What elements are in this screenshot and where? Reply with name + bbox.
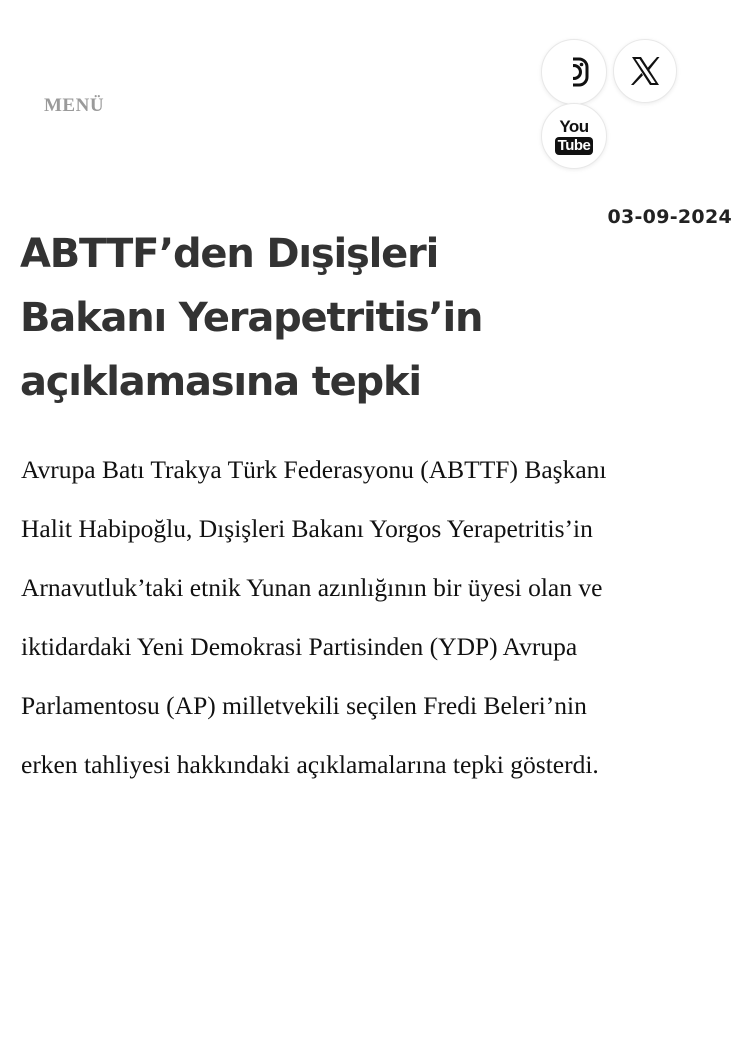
youtube-label-top: You bbox=[559, 116, 589, 136]
youtube-label-bottom: Tube bbox=[555, 137, 594, 155]
article-title-line: açıklamasına tepki bbox=[20, 359, 421, 405]
article-body-line: Halit Habipoğlu, Dışişleri Bakanı Yorgos Yerapetritis’in bbox=[21, 514, 593, 543]
x-link[interactable] bbox=[613, 39, 677, 103]
article-body-line: Arnavutluk’taki etnik Yunan azınlığının bir üyesi olan ve bbox=[21, 573, 603, 602]
article-body-line: Parlamentosu (AP) milletvekili seçilen Fredi Beleri’nin bbox=[21, 691, 587, 720]
menu-button[interactable]: MENÜ bbox=[44, 95, 105, 116]
article-title-line: ABTTF’den Dışişleri bbox=[20, 231, 439, 277]
article-body-line: erken tahliyesi hakkındaki açıklamalarına tepki gösterdi. bbox=[21, 750, 599, 779]
article-date: 03-09-2024 bbox=[607, 206, 732, 228]
x-icon bbox=[628, 54, 662, 88]
article-title-line: Bakanı Yerapetritis’in bbox=[20, 295, 483, 341]
article-body-line: Avrupa Batı Trakya Türk Federasyonu (ABTTF) Başkanı bbox=[21, 455, 607, 484]
article-title bbox=[20, 222, 580, 414]
instagram-link[interactable] bbox=[541, 39, 607, 105]
instagram-icon bbox=[557, 55, 591, 89]
article-body-line: iktidardaki Yeni Demokrasi Partisinden (YDP) Avrupa bbox=[21, 632, 578, 661]
youtube-link[interactable] bbox=[541, 103, 607, 169]
article-body bbox=[21, 440, 733, 794]
youtube-icon bbox=[555, 118, 594, 155]
